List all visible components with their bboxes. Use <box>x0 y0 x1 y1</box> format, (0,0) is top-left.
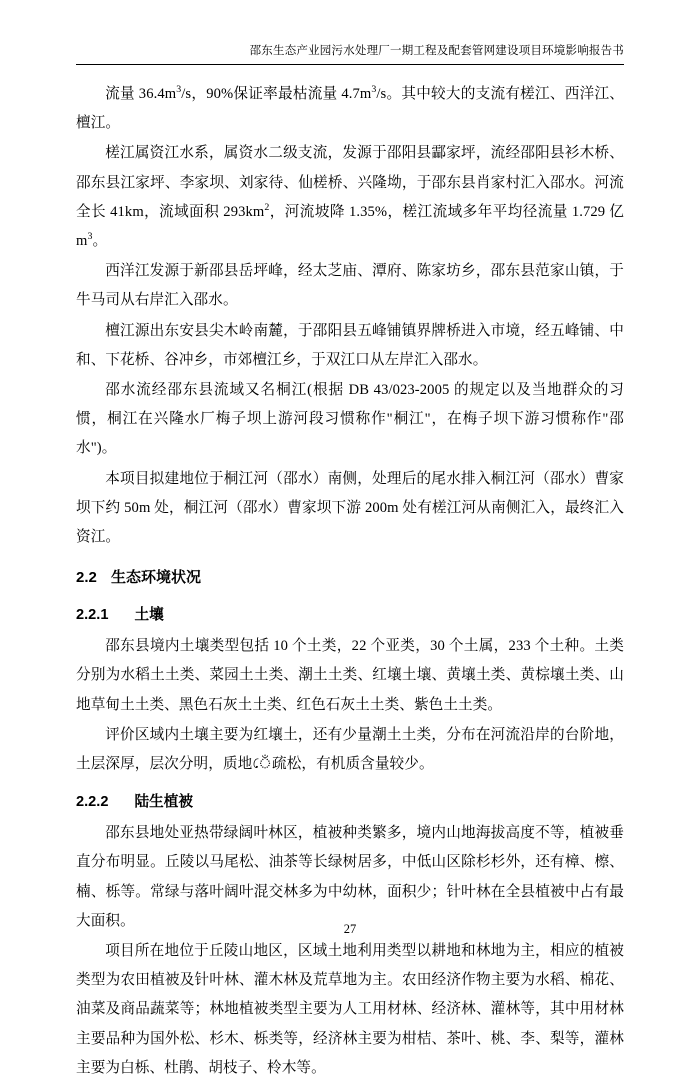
header-divider <box>76 64 624 65</box>
section-heading <box>76 563 624 592</box>
paragraph: 评价区域内土壤主要为红壤土，还有少量潮土土类，分布在河流沿岸的台阶地，土层深厚，层次分明，质地েঁ疏松，有机质含量较少。 <box>76 726 624 773</box>
subsection-heading-vegetation <box>76 788 624 817</box>
page-number: 27 <box>343 922 357 936</box>
subsection-title: 土壤 <box>134 607 164 624</box>
paragraph: 本项目拟建地位于桐江河（邵水）南侧，处理后的尾水排入桐江河（邵水）曹家坝下约 50m 处，桐江河（邵水）曹家坝下游 200m 处有槎江河从南侧汇入，最终汇入资江。 <box>76 470 624 546</box>
page-header: 邵东生态产业园污水处理厂一期工程及配套管网建设项目环境影响报告书 <box>249 45 624 57</box>
paragraph: 邵水流经邵东县流域又名桐江(根据 DB 43/023-2005 的规定以及当地群众的习惯，桐江在兴隆水厂梅子坝上游河段习惯称作"桐江"，在梅子坝下游习惯称作"邵水")。 <box>76 382 624 457</box>
section-number: 2.2 <box>76 569 97 587</box>
section-title: 生态环境状况 <box>111 569 202 587</box>
paragraph: 流量 $36.4m^3/s$，90%保证率最枯流量 $4.7m^3/s$。其中较大的支流有槎江、西洋江、檀江。 <box>76 84 625 132</box>
subsection-number: 2.2.1 <box>76 607 109 624</box>
paragraph: 项目所在地位于丘陵山地区，区域土地利用类型以耕地和林地为主，相应的植被类型为农田植被及针叶林、灌木林及荒草地为主。农田经济作物主要为水稻、棉花、油菜及商品蔬菜等；林地植被类型主要为人工用材林、经济林、灌林等，其中用材林主要品种为国外松、杉木、栎类等，经济林主要为柑桔、茶叶、桃、李、梨等，灌林主要为白栎、杜鹃、胡枝子、柃木等。 <box>76 943 624 1076</box>
paragraph: 邵东县地处亚热带绿阔叶林区，植被种类繁多，境内山地海拔高度不等，植被垂直分布明显。丘陵以马尾松、油茶等长绿树居多，中低山区除杉杉外，还有樟、檫、楠、栎等。常绿与落叶阔叶混交林多为中幼林，面积少；针叶林在全县植被中占有最大面积。 <box>76 825 624 929</box>
subsection-title: 陆生植被 <box>134 794 193 811</box>
paragraph: 槎江属资江水系，属资水二级支流，发源于邵阳县酃家坪，流经邵阳县衫木桥、邵东县江家坪、李家坝、刘家待、仙槎桥、兴隆坳，于邵东县肖家村汇入邵水。河流全长 41km，流域面积 $293km^2$，河流坡降 1.35%，槎江流域多年平均径流量 1.729 亿 $m^3$。 <box>76 145 624 250</box>
paragraph: 西洋江发源于新邵县岳坪峰，经太芝庙、潭府、陈家坊乡，邵东县范家山镇，于牛马司从右岸汇入邵水。 <box>76 263 624 309</box>
subsection-number: 2.2.2 <box>76 794 109 811</box>
paragraph: 邵东县境内土壤类型包括 10 个土类，22 个亚类，30 个土属，233 个土种。土类分别为水稻土土类、菜园土土类、潮土土类、红壤土壤、黄壤土类、黄棕壤土类、山地草甸土土类、黑色石灰土土类、红色石灰土土类、紫色土土类。 <box>76 638 624 713</box>
subsection-heading-soil <box>76 601 624 630</box>
paragraph: 檀江源出东安县尖木岭南麓，于邵阳县五峰铺镇界牌桥进入市境，经五峰铺、中和、下花桥、谷冲乡，市郊檀江乡，于双江口从左岸汇入邵水。 <box>76 322 624 368</box>
